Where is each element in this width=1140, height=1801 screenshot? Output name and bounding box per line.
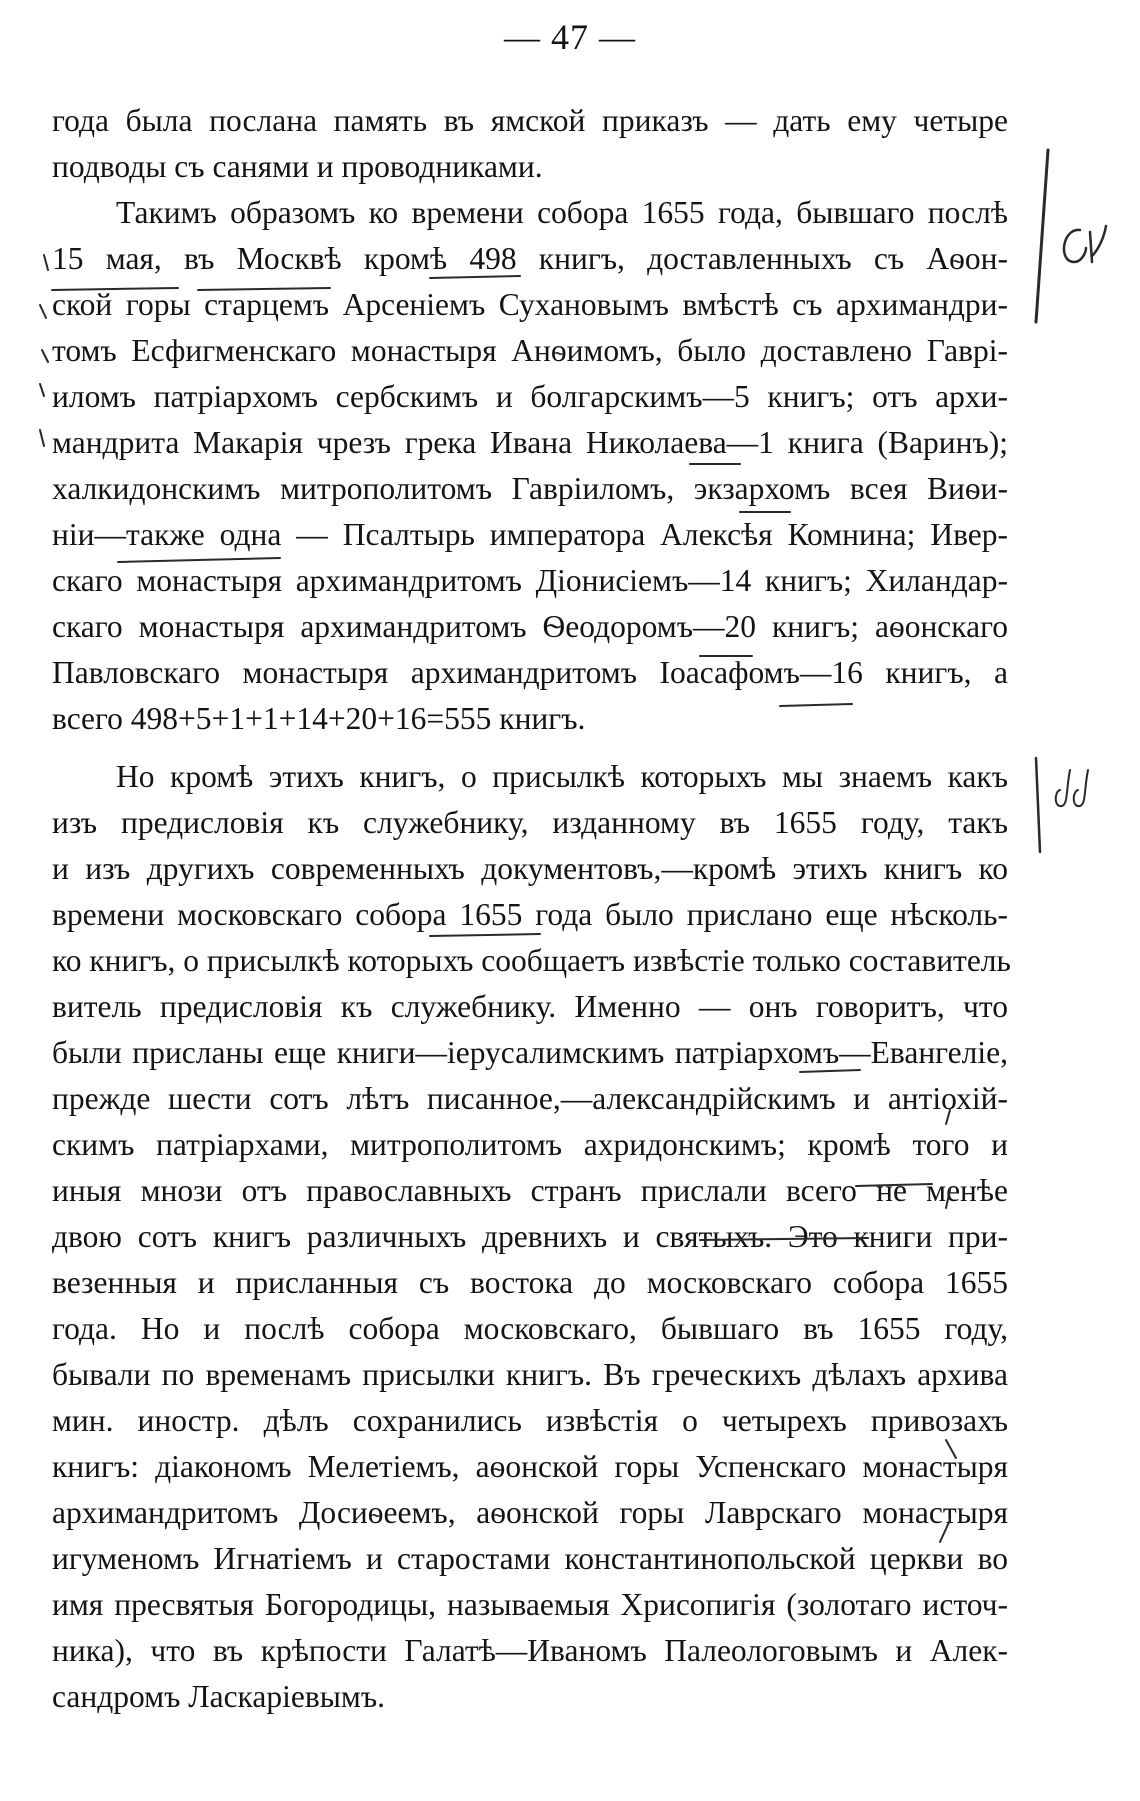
text-line: халкидонскимъ митрополитомъ Гавріиломъ, экзархомъ всея Виѳи- — [52, 471, 1008, 506]
text-line: года была послана память въ ямской приказъ — дать ему четыре — [52, 103, 1008, 138]
text-line: мандрита Макарія чрезъ грека Ивана Николаева—1 книга (Варинъ); — [52, 425, 1008, 460]
text-line: ніи—также одна — Псалтырь императора Алексѣя Комнина; Ивер- — [52, 517, 1008, 552]
text-line: 15 мая, въ Москвѣ кромѣ 498 книгъ, доставленныхъ съ Аѳон- — [52, 241, 1008, 276]
margin-bar-mark — [1036, 758, 1040, 852]
margin-bar-mark — [1036, 150, 1048, 322]
text-line: иныя мнози отъ православныхъ странъ прислали всего не менѣе — [52, 1173, 1008, 1208]
underline-mark — [52, 276, 520, 290]
underline-mark — [430, 934, 932, 1240]
text-line: игуменомъ Игнатіемъ и старостами константинопольской церкви во — [52, 1541, 1008, 1576]
underline-mark — [700, 656, 852, 706]
underline-mark — [118, 464, 790, 562]
text-line: томъ Есфигменскаго монастыря Анѳимомъ, было доставлено Гаврі- — [52, 333, 1008, 368]
text-line: бывали по временамъ присылки книгъ. Въ греческихъ дѣлахъ архива — [52, 1357, 1008, 1392]
text-line: и изъ другихъ современныхъ документовъ,—кромѣ этихъ книгъ ко — [52, 851, 1008, 886]
text-line: скаго монастыря архимандритомъ Ѳеодоромъ—20 книгъ; аѳонскаго — [52, 609, 1008, 644]
handwritten-note-icon — [1056, 770, 1088, 806]
text-line: скимъ патріархами, митрополитомъ ахридонскимъ; кромѣ того и — [52, 1127, 1008, 1162]
text-line: ко книгъ, о присылкѣ которыхъ сообщаетъ извѣстіе только составитель — [52, 943, 1011, 978]
text-line: Но кромѣ этихъ книгъ, о присылкѣ которыхъ мы знаемъ какъ — [116, 759, 1008, 794]
text-line: ской горы старцемъ Арсеніемъ Сухановымъ вмѣстѣ съ архимандри- — [52, 287, 1008, 322]
text-line: всего 498+5+1+1+14+20+16=555 книгъ. — [52, 701, 586, 736]
text-line: скаго монастыря архимандритомъ Діонисіемъ—14 книгъ; Хиландар- — [52, 563, 1008, 598]
text-line: подводы съ санями и проводниками. — [52, 149, 543, 184]
text-line: сандромъ Ласкаріевымъ. — [52, 1679, 385, 1714]
text-line: ника), что въ крѣпости Галатѣ—Иваномъ Палеологовымъ и Алек- — [52, 1633, 1008, 1668]
text-line: мин. иностр. дѣлъ сохранились извѣстія о четырехъ привозахъ — [52, 1403, 1008, 1438]
text-line: витель предисловія къ служебнику. Именно — онъ говоритъ, что — [52, 989, 1008, 1024]
text-line: книгъ: діакономъ Мелетіемъ, аѳонской горы Успенскаго монастыря — [52, 1449, 1008, 1484]
text-line: Павловскаго монастыря архимандритомъ Іоасафомъ—16 книгъ, а — [52, 655, 1008, 690]
margin-tick-mark — [940, 1110, 956, 1542]
text-line: прежде шести сотъ лѣтъ писанное,—александрійскимъ и антіохій- — [52, 1081, 1008, 1116]
handwritten-note-icon — [1064, 226, 1106, 262]
text-line: изъ предисловія къ служебнику, изданному въ 1655 году, такъ — [52, 805, 1008, 840]
text-line: имя пресвятыя Богородицы, называемыя Хрисопигія (золотаго источ- — [52, 1587, 1008, 1622]
text-line: были присланы еще книги—іерусалимскимъ патріархомъ—Евангеліе, — [52, 1035, 1008, 1070]
page-number: — 47 — — [504, 17, 636, 57]
text-line: везенныя и присланныя съ востока до московскаго собора 1655 — [52, 1265, 1008, 1300]
margin-tick-mark — [40, 255, 48, 446]
text-line: иломъ патріархомъ сербскимъ и болгарскимъ—5 книгъ; отъ архи- — [52, 379, 1008, 414]
text-line: двою сотъ книгъ различныхъ древнихъ и святыхъ. Это книги при- — [52, 1219, 1008, 1254]
text-line: архимандритомъ Досиѳеемъ, аѳонской горы Лаврскаго монастыря — [52, 1495, 1008, 1530]
text-line: Такимъ образомъ ко времени собора 1655 года, бывшаго послѣ — [116, 195, 1008, 230]
text-line: времени московскаго собора 1655 года было прислано еще нѣсколь- — [52, 897, 1008, 932]
text-line: года. Но и послѣ собора московскаго, бывшаго въ 1655 году, — [52, 1311, 1008, 1346]
